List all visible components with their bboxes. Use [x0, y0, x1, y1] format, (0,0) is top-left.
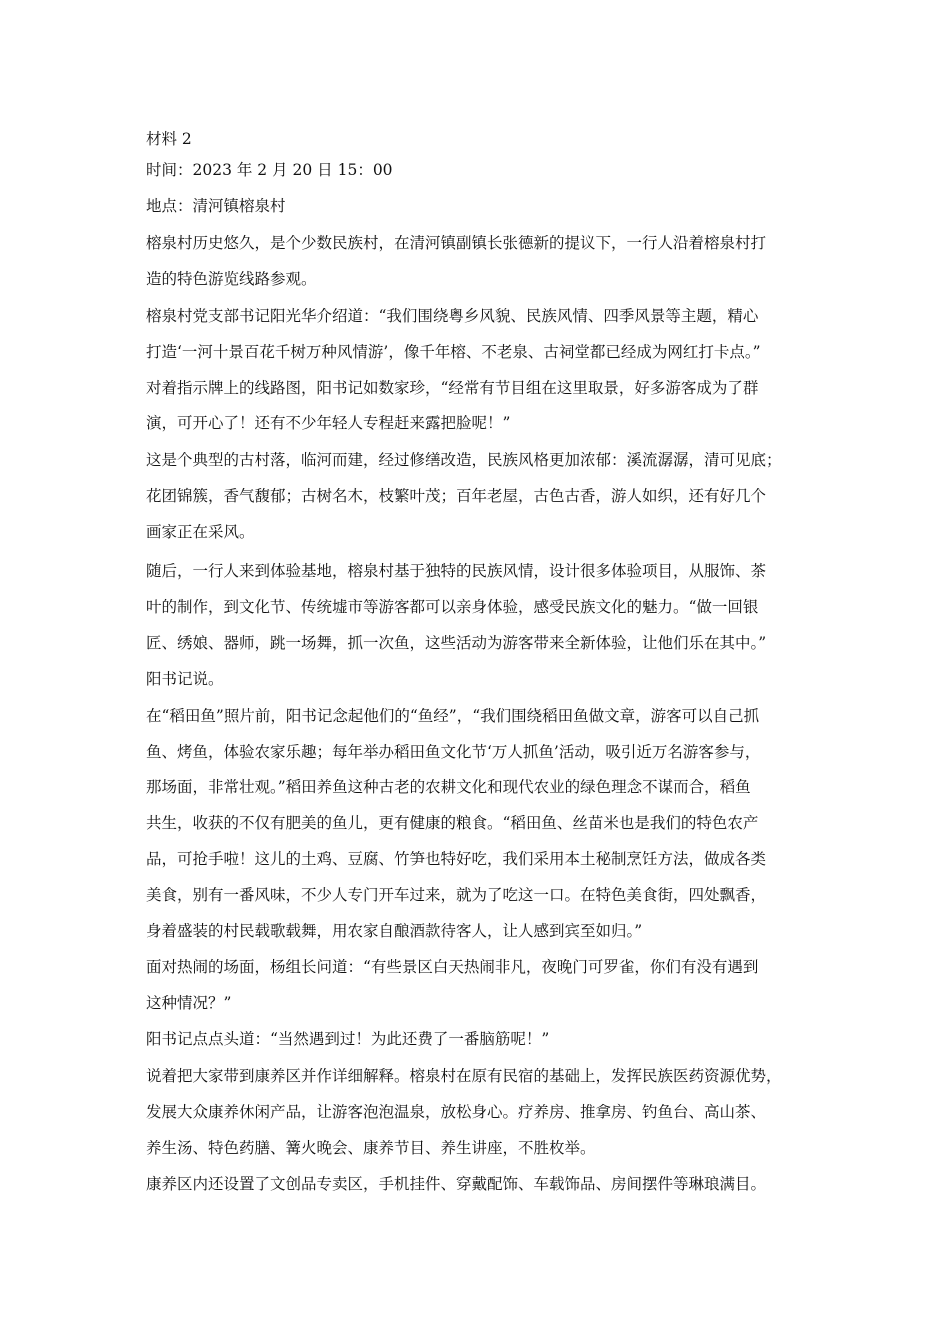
text-line: 说着把大家带到康养区并作详细解释。榕泉村在原有民宿的基础上，发挥民族医药资源优势， [146, 1067, 782, 1085]
text-line: 在“稻田鱼”照片前，阳书记念起他们的“鱼经”，“我们围绕稻田鱼做文章，游客可以自己抓 [146, 707, 760, 725]
time-line: 时间：2023 年 2 月 20 日 15：00 [146, 161, 393, 179]
text-line: 养生汤、特色药膳、篝火晚会、康养节目、养生讲座，不胜枚举。 [146, 1139, 596, 1157]
text-line: 匠、绣娘、器师，跳一场舞，抓一次鱼，这些活动为游客带来全新体验，让他们乐在其中。” [146, 634, 767, 652]
text-line: 这种情况？” [146, 994, 232, 1012]
text-line: 画家正在采风。 [146, 523, 255, 541]
text-line: 打造‘一河十景百花千树万种风情游’，像千年榕、不老泉、古祠堂都已经成为网红打卡点。” [146, 343, 761, 361]
text-line: 共生，收获的不仅有肥美的鱼儿，更有健康的粮食。“稻田鱼、丝苗米也是我们的特色农产 [146, 814, 759, 832]
text-line: 榕泉村历史悠久，是个少数民族村，在清河镇副镇长张德新的提议下，一行人沿着榕泉村打 [146, 234, 767, 252]
text-line: 发展大众康养休闲产品，让游客泡泡温泉，放松身心。疗养房、推拿房、钓鱼台、高山茶、 [146, 1103, 767, 1121]
text-line: 花团锦簇，香气馥郁；古树名木，枝繁叶茂；百年老屋，古色古香，游人如织，还有好几个 [146, 487, 767, 505]
text-line: 康养区内还设置了文创品专卖区，手机挂件、穿戴配饰、车载饰品、房间摆件等琳琅满目。 [146, 1175, 767, 1193]
material-heading: 材料 2 [146, 130, 192, 148]
location-line: 地点：清河镇榕泉村 [146, 197, 286, 215]
text-line: 美食，别有一番风味，不少人专门开车过来，就为了吃这一口。在特色美食街，四处飘香， [146, 886, 767, 904]
text-line: 面对热闹的场面，杨组长问道：“有些景区白天热闹非凡，夜晚门可罗雀，你们有没有遇到 [146, 958, 759, 976]
text-line: 榕泉村党支部书记阳光华介绍道：“我们围绕粤乡风貌、民族风情、四季风景等主题，精心 [146, 307, 759, 325]
text-line: 演，可开心了！还有不少年轻人专程赶来露把脸呢！” [146, 414, 511, 432]
text-line: 鱼、烤鱼，体验农家乐趣；每年举办稻田鱼文化节‘万人抓鱼’活动，吸引近万名游客参与， [146, 743, 761, 761]
text-line: 那场面，非常壮观。”稻田养鱼这种古老的农耕文化和现代农业的绿色理念不谋而合，稻鱼 [146, 778, 751, 796]
text-line: 叶的制作，到文化节、传统墟市等游客都可以亲身体验，感受民族文化的魅力。“做一回银 [146, 598, 759, 616]
text-line: 阳书记点点头道：“当然遇到过！为此还费了一番脑筋呢！” [146, 1030, 550, 1048]
text-line: 对着指示牌上的线路图，阳书记如数家珍，“经常有节目组在这里取景，好多游客成为了群 [146, 379, 759, 397]
text-line: 随后，一行人来到体验基地，榕泉村基于独特的民族风情，设计很多体验项目，从服饰、茶 [146, 562, 767, 580]
text-line: 造的特色游览线路参观。 [146, 270, 317, 288]
text-line: 阳书记说。 [146, 670, 224, 688]
text-line: 这是个典型的古村落，临河而建，经过修缮改造，民族风格更加浓郁：溪流潺潺，清可见底； [146, 451, 782, 469]
text-line: 身着盛装的村民载歌载舞，用农家自酿酒款待客人，让人感到宾至如归。” [146, 922, 643, 940]
text-line: 品，可抢手啦！这儿的土鸡、豆腐、竹笋也特好吃，我们采用本土秘制烹饪方法，做成各类 [146, 850, 767, 868]
